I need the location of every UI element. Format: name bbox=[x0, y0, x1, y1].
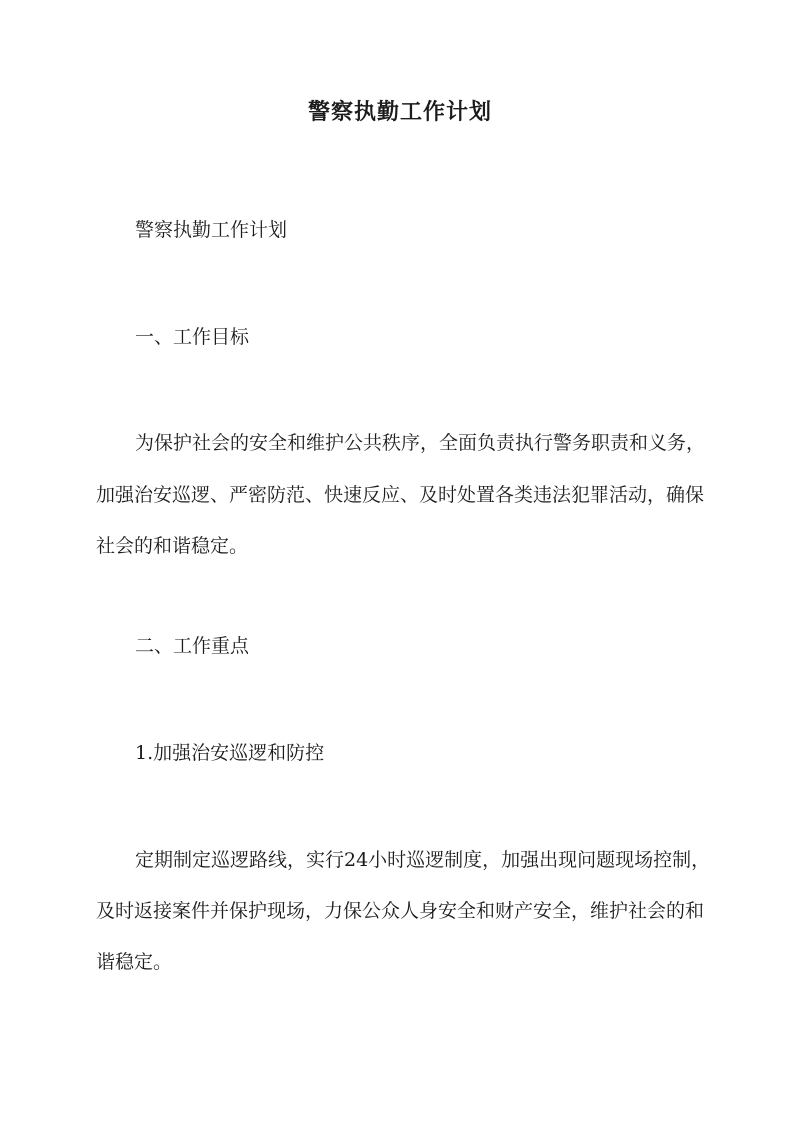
paragraph-line: 及时返接案件并保护现场，力保公众人身安全和财产安全，维护社会的和 bbox=[96, 900, 705, 922]
document-title: 警察执勤工作计划 bbox=[307, 99, 492, 125]
paragraph-line: 加强治安巡逻、严密防范、快速反应、及时处置各类违法犯罪活动，确保 bbox=[96, 484, 705, 506]
paragraph-line: 谐稳定。 bbox=[96, 951, 173, 973]
section-heading-focus: 二、工作重点 bbox=[135, 635, 250, 657]
item-heading-patrol: 1.加强治安巡逻和防控 bbox=[135, 742, 325, 764]
document-subtitle: 警察执勤工作计划 bbox=[135, 219, 288, 241]
paragraph-line: 为保护社会的安全和维护公共秩序，全面负责执行警务职责和义务， bbox=[135, 432, 706, 454]
section-heading-goals: 一、工作目标 bbox=[135, 326, 250, 348]
paragraph-line: 社会的和谐稳定。 bbox=[96, 535, 249, 557]
paragraph-line: 定期制定巡逻路线，实行24小时巡逻制度，加强出现问题现场控制， bbox=[135, 849, 711, 871]
